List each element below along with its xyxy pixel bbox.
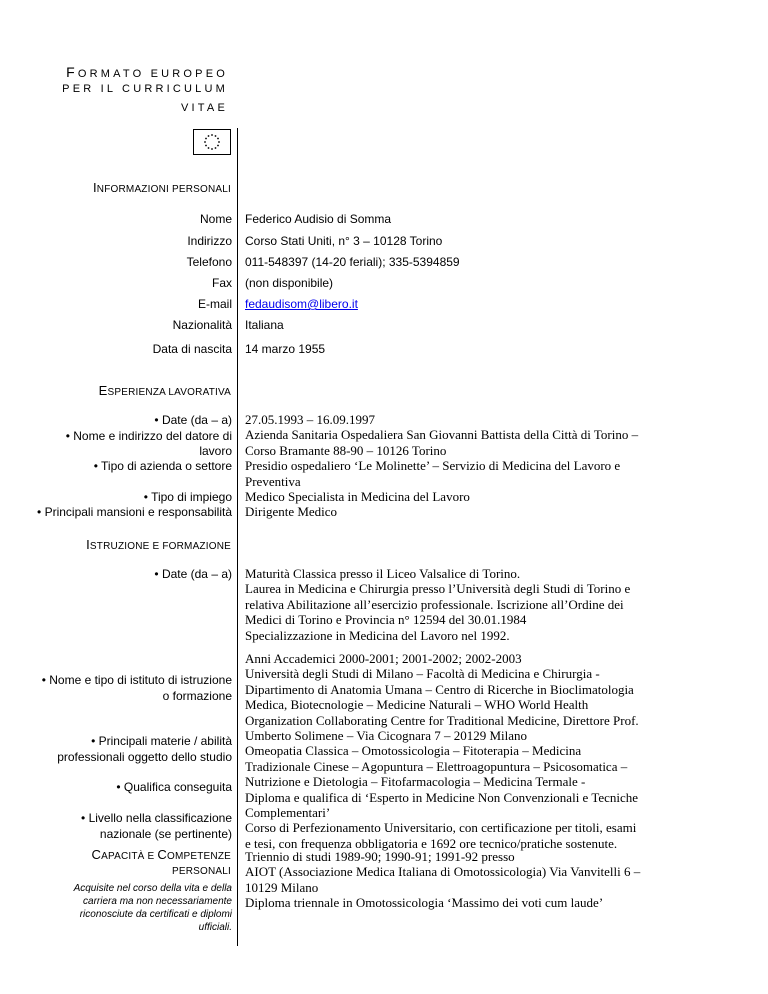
label-birth-date: Data di nascita xyxy=(152,342,232,356)
value-fax: (non disponibile) xyxy=(245,276,334,290)
label-phone: Telefono xyxy=(186,255,232,269)
cv-title-line-2: PER IL CURRICULUM xyxy=(62,83,228,95)
label-education-dates: • Date (da – a) xyxy=(154,567,232,581)
column-divider xyxy=(237,128,238,946)
label-address: Indirizzo xyxy=(187,234,232,248)
section-heading-work: ESPERIENZA LAVORATIVA xyxy=(98,383,231,398)
section-heading-education: ISTRUZIONE E FORMAZIONE xyxy=(86,537,231,552)
label-company-type: • Tipo di azienda o settore xyxy=(93,459,232,473)
email-link[interactable]: fedaudisom@libero.it xyxy=(245,297,358,311)
section-heading-skills-line-2: PERSONALI xyxy=(171,866,231,877)
value-nationality: Italiana xyxy=(245,318,284,332)
cv-title-line-1: FORMATO EUROPEO xyxy=(66,64,228,80)
label-name: Nome xyxy=(199,212,232,226)
section-heading-skills: CAPACITÀ E COMPETENZE xyxy=(91,847,231,862)
value-birth-date: 14 marzo 1955 xyxy=(245,342,326,356)
value-email xyxy=(245,297,358,311)
label-main-duties: • Principali mansioni e responsabilità xyxy=(37,505,232,519)
value-name: Federico Audisio di Somma xyxy=(245,212,392,226)
eu-flag-icon xyxy=(193,129,231,155)
cv-title-line-3: VITAE xyxy=(181,102,228,114)
label-nationality: Nazionalità xyxy=(172,318,232,332)
label-subjects: • Principali materie / abilità professionali oggetto dello studio xyxy=(57,734,232,764)
label-fax: Fax xyxy=(211,276,232,290)
label-level: • Livello nella classificazione nazionale (se pertinente) xyxy=(81,811,232,841)
education-block-2: Anni Accademici 2000-2001; 2001-2002; 2002-2003 Università degli Studi di Milano – Facoltà di Medicina e Chirurgia - Dipartimento di Anatomia Umana – Centro di Ricerche in Bioclimatologia Medica, Biotecnologie – Medicine Naturali – WHO World Health Organization Collaborating Centre for Traditional Medicine, Direttore Prof. Umberto Solimene – Via Cicognara 7 – 20129 Milano Omeopatia Classica – Omotossicologia – Fitoterapia – Medicina Tradizionale Cinese – Agopuntura – Elettroagopuntura – Psicosomatica – Nutrizione e Dietologia – Fitofarmacologia – Medicina Termale - Diploma e qualifica di ‘Esperto in Medicine Non Convenzionali e Tecniche Complementari’ Corso di Perfezionamento Universitario, con certificazione per titoli, esami e tesi, con frequenza obbligatoria e 1692 ore tecnico/pratiche sostenute. xyxy=(245,651,639,851)
section-heading-personal: INFORMAZIONI PERSONALI xyxy=(92,180,231,195)
value-address: Corso Stati Uniti, n° 3 – 10128 Torino xyxy=(245,234,443,248)
skills-details: Triennio di studi 1989-90; 1990-91; 1991-92 presso AIOT (Associazione Medica Italiana di Omotossicologia) Via Vanvitelli 6 – 10129 Milano Diploma triennale in Omotossicologia ‘Massimo dei voti cum laude’ xyxy=(245,849,641,911)
label-institute: • Nome e tipo di istituto di istruzione o formazione xyxy=(41,673,232,703)
label-email: E-mail xyxy=(197,297,232,311)
label-employment-type: • Tipo di impiego xyxy=(143,490,232,504)
label-employer-line-1: • Nome e indirizzo del datore di xyxy=(65,429,232,443)
value-phone: 011-548397 (14-20 feriali); 335-5394859 xyxy=(245,255,460,269)
skills-note: Acquisite nel corso della vita e della carriera ma non necessariamente riconosciute da certificati e diplomi ufficiali. xyxy=(73,883,232,933)
education-block-1: Maturità Classica presso il Liceo Valsalice di Torino. Laurea in Medicina e Chirurgia presso l’Università degli Studi di Torino e relativa Abilitazione all’esercizio professionale. Iscrizione all’Ordine dei Medici di Torino e Provincia n° 12594 del 30.01.1984 Specializzazione in Medicina del Lavoro nel 1992. xyxy=(245,566,631,643)
work-details: 27.05.1993 – 16.09.1997 Azienda Sanitaria Ospedaliera San Giovanni Battista della Città di Torino – Corso Bramante 88-90 – 10126 Torino Presidio ospedaliero ‘Le Molinette’ – Servizio di Medicina del Lavoro e Preventiva Medico Specialista in Medicina del Lavoro Dirigente Medico xyxy=(245,412,639,520)
label-employer-line-2: lavoro xyxy=(199,444,232,458)
label-qualification: • Qualifica conseguita xyxy=(116,780,232,794)
label-work-dates: • Date (da – a) xyxy=(154,413,232,427)
